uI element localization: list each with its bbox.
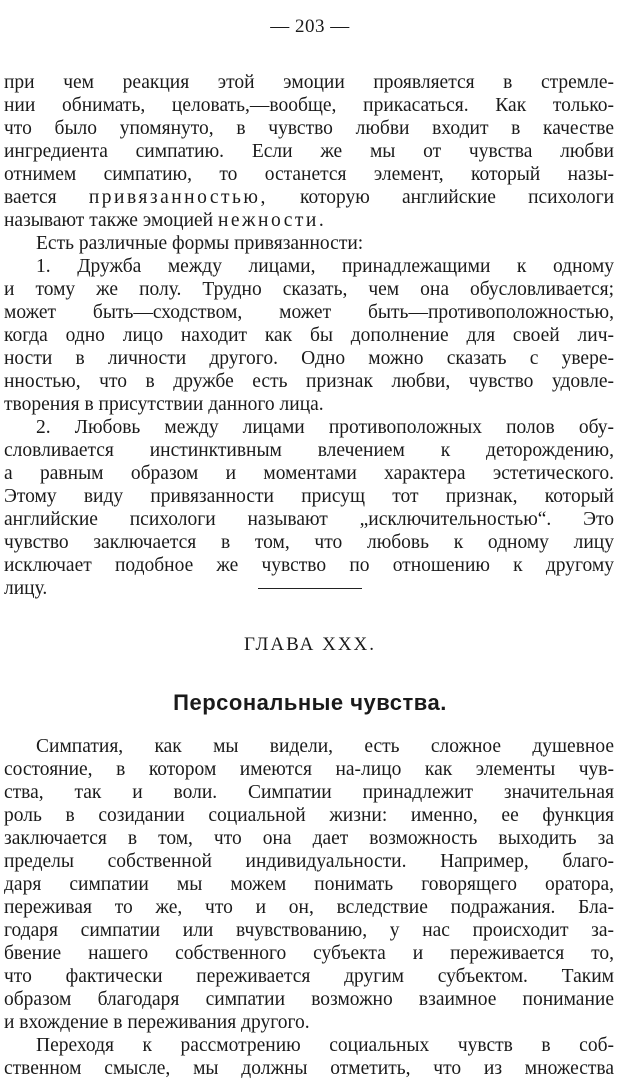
text-line: ства, так и воли. Симпатии принадлежит значительная [4, 782, 614, 803]
text-line: образом благодаря симпатии возможно взаимное понимание [4, 989, 614, 1010]
text-line: отнимем симпатию, то останется элемент, который назы- [4, 164, 614, 185]
text-line: и тому же полу. Трудно сказать, чем она обусловливается; [4, 279, 614, 300]
text-line: исключает подобное же чувство по отношению к другому [4, 555, 614, 576]
text-line: а равным образом и моментами характера эстетического. [4, 463, 614, 484]
text-line [4, 209, 614, 232]
text-line: годаря симпатии или вчувствованию, у нас происходит за- [4, 920, 614, 941]
text-line: когда одно лицо находит как бы дополнение для своей лич- [4, 325, 614, 346]
text-line: бвение нашего собственного субъекта и переживается то, [4, 943, 614, 964]
text-line: и вхождение в переживания другого. [4, 1012, 310, 1033]
text-line: ственном смысле, мы должны отметить, что из множества [4, 1058, 614, 1079]
text-line: Симпатия, как мы видели, есть сложное душевное [36, 736, 614, 757]
text-line: даря симпатии мы можем понимать говорящего оратора, [4, 874, 614, 895]
text-line: 1. Дружба между лицами, принадлежащими к одному [36, 256, 614, 277]
text-line: Этому виду привязанности присущ тот признак, который [4, 486, 614, 507]
text-line: словливается инстинктивным влечением к деторождению, [4, 440, 614, 461]
text-line: нии обнимать, целовать,—вообще, прикасаться. Как только- [4, 95, 614, 116]
text-line: лицу. [4, 578, 48, 599]
page-number: — 203 — [270, 16, 350, 37]
text-line: нностью, что в дружбе есть признак любви, чувство удовле- [4, 371, 614, 392]
text-span: которую английские психологи [300, 187, 615, 208]
text-line: творения в присутствии данного лица. [4, 394, 324, 415]
spaced-emphasis: привязанностью, [88, 187, 268, 208]
text-line: состояние, в котором имеются на-лицо как элементы чув- [4, 759, 614, 780]
text-line: при чем реакция этой эмоции проявляется в стремле- [4, 72, 614, 93]
spaced-emphasis: нежности. [217, 210, 327, 231]
text-line: ности в личности другого. Одно можно сказать с увере- [4, 348, 614, 369]
text-line: чувство заключается в том, что любовь к одному лицу [4, 532, 614, 553]
text-span: называют также эмоцией [4, 210, 214, 231]
text-line: переживая то же, что и он, вследствие подражания. Бла- [4, 897, 614, 918]
text-line: пределы собственной индивидуальности. Например, благо- [4, 851, 614, 872]
text-line: ингредиента симпатию. Если же мы от чувства любви [4, 141, 614, 162]
text-line: что фактически переживается другим субъектом. Таким [4, 966, 614, 987]
text-line: английские психологи называют „исключительностью“. Это [4, 509, 614, 530]
chapter-title: Персональные чувства. [173, 690, 447, 715]
chapter-label: ГЛАВА XXX. [243, 634, 377, 655]
text-span: вается [4, 187, 57, 208]
text-line: 2. Любовь между лицами противоположных полов обу- [36, 417, 614, 438]
text-line: что было упомянуто, в чувство любви входит в качестве [4, 118, 614, 139]
text-line [4, 186, 614, 209]
text-line: может быть—сходством, может быть—противоположностью, [4, 302, 614, 323]
text-line: Есть различные формы привязанности: [36, 233, 364, 254]
text-line: Переходя к рассмотрению социальных чувств в соб- [36, 1035, 614, 1056]
text-line: роль в созидании социальной жизни: именно, ее функция [4, 805, 614, 826]
text-line: заключается в том, что она дает возможность выходить за [4, 828, 614, 849]
section-divider [258, 588, 362, 589]
